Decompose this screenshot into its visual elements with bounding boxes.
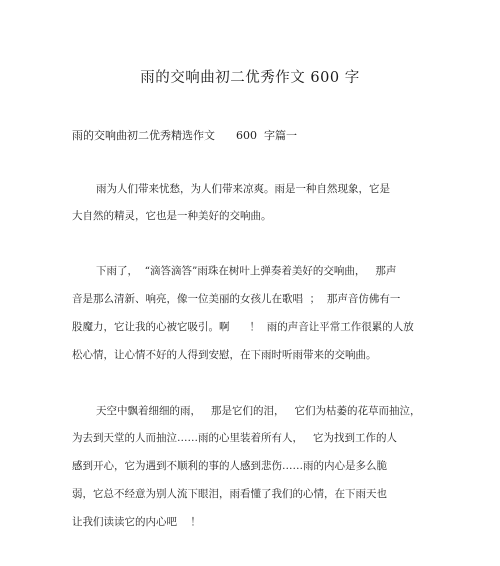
paragraph-3-line-1: 天空中飘着细细的雨， 那是它们的泪， 它们为枯萎的花草而抽泣， xyxy=(96,405,421,417)
paragraph-3-line-3: 感到开心，它为遇到不顺利的事的人感到悲伤……雨的内心是多么脆 xyxy=(72,460,387,472)
paragraph-2-line-4: 松心情，让心情不好的人得到安慰，在下雨时听雨带来的交响曲。 xyxy=(72,349,377,361)
paragraph-3-line-2: 为去到天堂的人而抽泣……雨的心里装着所有人， 它为找到工作的人 xyxy=(72,432,398,444)
paragraph-2-line-1: 下雨了， “滴答滴答”雨珠在树叶上弹奏着美好的交响曲， 那声 xyxy=(96,265,397,277)
paragraph-3-line-5: 让我们读读它的内心吧 ！ xyxy=(72,516,201,528)
document-subtitle: 雨的交响曲初二优秀精选作文 600 字篇一 xyxy=(72,129,297,142)
paragraph-1-line-2: 大自然的精灵，它也是一种美好的交响曲。 xyxy=(72,210,272,222)
paragraph-1-line-1: 雨为人们带来忧愁，为人们带来凉爽。雨是一种自然现象，它是 xyxy=(96,183,390,195)
document-title: 雨的交响曲初二优秀作文 600 字 xyxy=(140,70,360,86)
paragraph-2-line-3: 股魔力，它让我的心被它吸引。啊 ！ 雨的声音让平常工作很累的人放 xyxy=(72,321,414,333)
paragraph-2-line-2: 音是那么清新、响亮，像一位美丽的女孩儿在歌唱 ； 那声音仿佛有一 xyxy=(72,293,401,305)
paragraph-3-line-4: 弱，它总不经意为别人流下眼泪，雨看懂了我们的心情，在下雨天也 xyxy=(72,488,387,500)
